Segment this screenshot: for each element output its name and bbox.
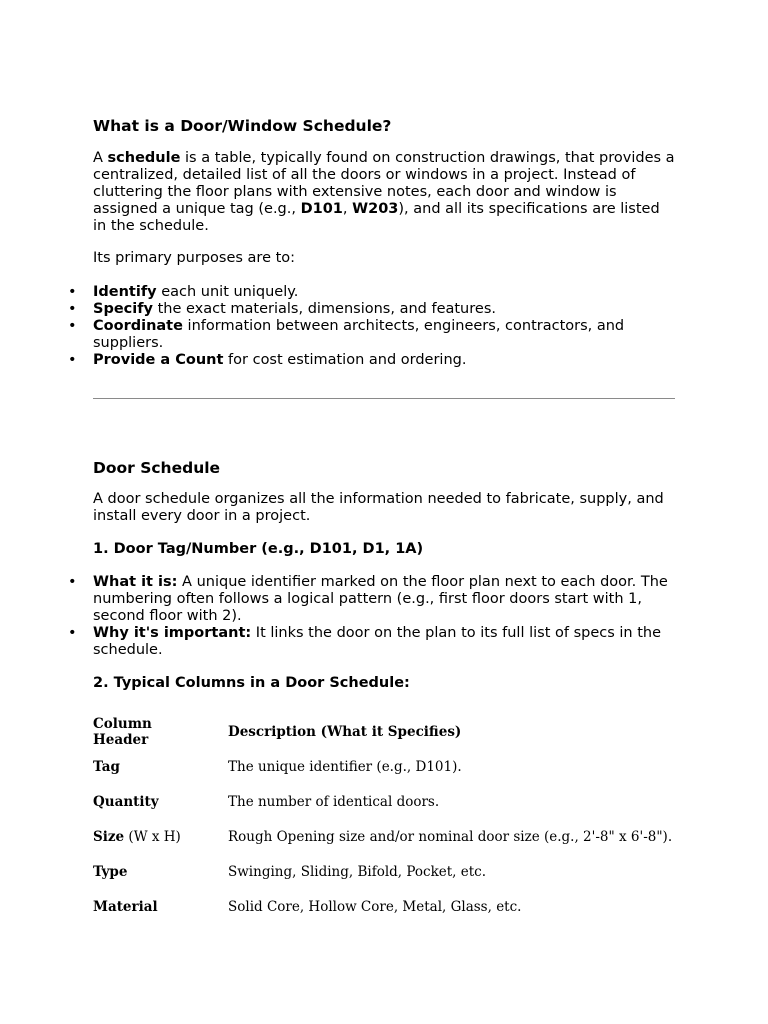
list-item: • Provide a Count for cost estimation and ordering. <box>93 352 675 369</box>
column-header-label: Column Header <box>93 715 152 748</box>
purposes-lead: Its primary purposes are to: <box>93 250 296 266</box>
intro-paragraph: A schedule is a table, typically found on construction drawings, that provides a centralized, detailed list of all the doors or windows in a project. Instead of cluttering the floor plans with extensive notes, each door and window is assigned a unique tag (e.g., D101, W203), and all its specifications are listed in the schedule. <box>93 150 675 234</box>
list-item: • Identify each unit uniquely. <box>93 284 675 301</box>
horizontal-divider <box>93 398 675 399</box>
section1-list <box>93 574 675 659</box>
table-header-row <box>93 714 672 749</box>
door-schedule-description: A door schedule organizes all the information needed to fabricate, supply, and install every door in a project. <box>93 491 664 524</box>
list-item: • Specify the exact materials, dimensions, and features. <box>93 301 675 318</box>
list-item: • Why it's important: It links the door on the plan to its full list of specs in the schedule. <box>93 625 675 659</box>
door-schedule-title: Door Schedule <box>93 459 221 477</box>
table-row: Size (W x H) Rough Opening size and/or nominal door size (e.g., 2'-8" x 6'-8"). <box>93 828 673 845</box>
section1-title: 1. Door Tag/Number (e.g., D101, D1, 1A) <box>93 541 424 557</box>
table-row: Quantity The number of identical doors. <box>93 793 440 810</box>
table-row: Material Solid Core, Hollow Core, Metal, Glass, etc. <box>93 898 522 915</box>
list-item: • Coordinate information between architects, engineers, contractors, and suppliers. <box>93 318 675 352</box>
list-item: • What it is: A unique identifier marked on the floor plan next to each door. The numbering often follows a logical pattern (e.g., first floor doors start with 1, second floor with 2). <box>93 574 675 625</box>
table-row: Tag The unique identifier (e.g., D101). <box>93 758 462 775</box>
tag-example-w203: W203 <box>352 201 399 217</box>
purposes-list <box>93 284 675 369</box>
term-schedule: schedule <box>107 150 181 166</box>
door-schedule-table <box>93 714 672 924</box>
intro-title: What is a Door/Window Schedule? <box>93 117 392 135</box>
tag-example-d101: D101 <box>300 201 343 217</box>
section2-title: 2. Typical Columns in a Door Schedule: <box>93 675 410 691</box>
column-description-label: Description (What it Specifies) <box>228 723 462 740</box>
table-row: Type Swinging, Sliding, Bifold, Pocket, etc. <box>93 863 487 880</box>
